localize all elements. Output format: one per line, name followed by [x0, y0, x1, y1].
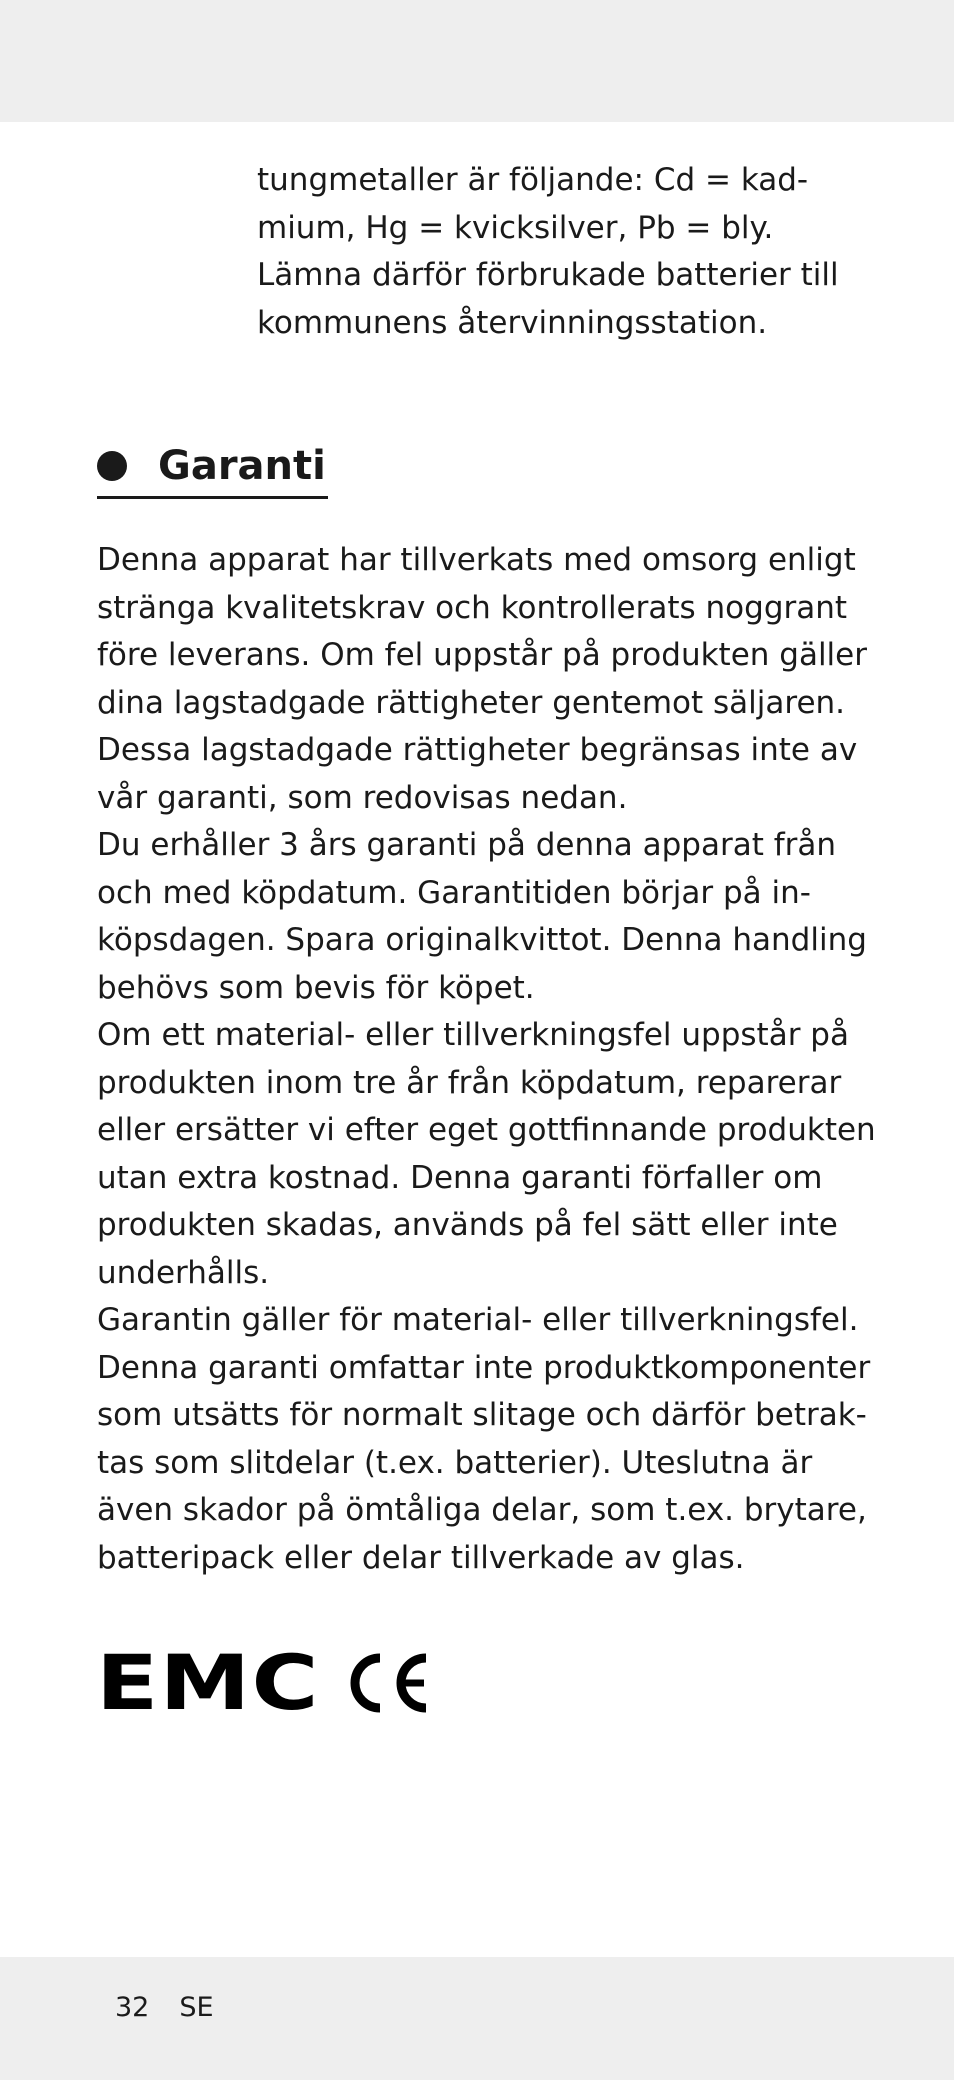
text-line: och med köpdatum. Garantitiden börjar på in- [97, 874, 811, 911]
intro-line: Lämna därför förbrukade batterier till [257, 257, 839, 293]
text-line: vår garanti, som redovisas nedan. [97, 779, 628, 816]
text-line: även skador på ömtåliga delar, som t.ex. brytare, [97, 1492, 867, 1528]
text-line: produkten inom tre år från köpdatum, reparerar [97, 1064, 842, 1101]
section-title: Garanti [158, 443, 326, 489]
text-line: före leverans. Om fel uppstår på produkten gäller [97, 637, 867, 673]
text-line: som utsätts för normalt slitage och därför betrak- [97, 1397, 867, 1433]
text-line: produkten skadas, används på fel sätt eller inte [97, 1207, 838, 1243]
section-heading [97, 436, 328, 499]
intro-line: kommunens återvinningsstation. [257, 304, 768, 341]
certification-marks [96, 1638, 430, 1727]
page-number: 32 [115, 1992, 150, 2023]
top-margin-band [0, 0, 954, 122]
text-line: eller ersätter vi efter eget gottfinnande produkten [97, 1112, 876, 1148]
text-line: Denna apparat har tillverkats med omsorg enligt [97, 542, 856, 578]
page-footer [115, 1990, 214, 2026]
text-line: Denna garanti omfattar inte produktkomponenter [97, 1349, 871, 1386]
text-line: behövs som bevis för köpet. [97, 969, 535, 1006]
text-line: Dessa lagstadgade rättigheter begränsas inte av [97, 732, 858, 768]
text-line: Garantin gäller för material- eller tillverkningsfel. [97, 1302, 859, 1338]
text-line: utan extra kostnad. Denna garanti förfaller om [97, 1159, 823, 1196]
text-line: underhålls. [97, 1254, 270, 1291]
intro-line: mium, Hg = kvicksilver, Pb = bly. [257, 209, 774, 246]
intro-line: tungmetaller är följande: Cd = kad- [257, 162, 809, 198]
text-line: Om ett material- eller tillverkningsfel uppstår på [97, 1017, 849, 1053]
bullet-icon [97, 451, 127, 481]
text-line: Du erhåller 3 års garanti på denna apparat från [97, 827, 837, 863]
text-line: köpsdagen. Spara originalkvittot. Denna handling [97, 922, 867, 958]
ce-mark-icon [344, 1651, 430, 1715]
text-line: dina lagstadgade rättigheter gentemot säljaren. [97, 684, 846, 721]
text-line: batteripack eller delar tillverkade av glas. [97, 1539, 745, 1576]
text-line: stränga kvalitetskrav och kontrollerats noggrant [97, 589, 848, 626]
emc-mark: EMC [96, 1638, 320, 1727]
intro-paragraph [257, 157, 897, 347]
language-code: SE [179, 1992, 214, 2023]
warranty-text [97, 537, 897, 1582]
text-line: tas som slitdelar (t.ex. batterier). Uteslutna är [97, 1444, 813, 1481]
